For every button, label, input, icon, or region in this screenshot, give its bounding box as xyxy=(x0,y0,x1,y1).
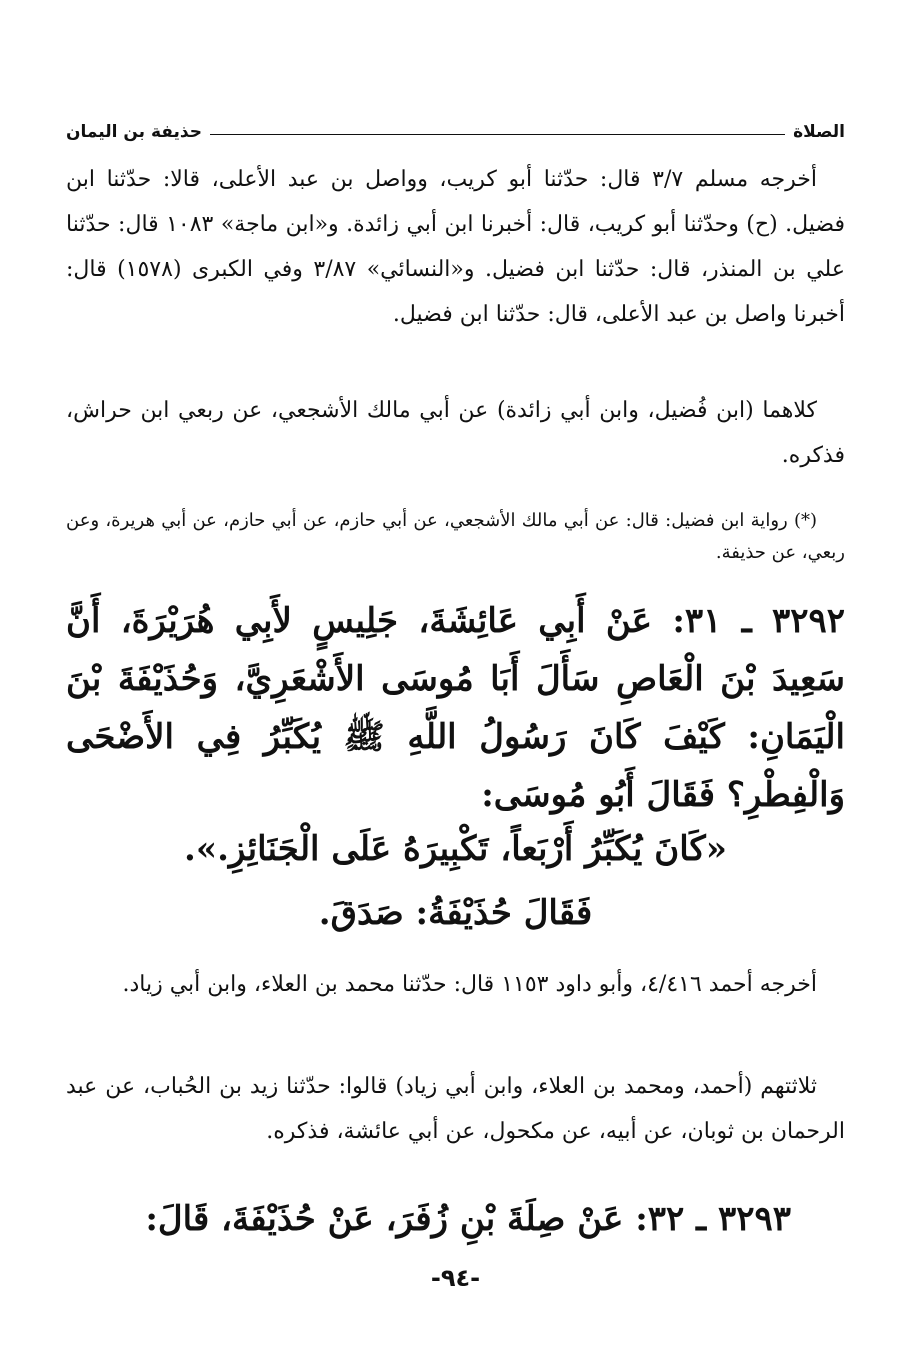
page-number: -٩٤- xyxy=(430,1264,481,1292)
footnote-note: (*) رواية ابن فضيل: قال: عن أبي مالك الأشجعي، عن أبي حازم، عن أبي حازم، عن أبي هريرة، وعن ربعي، عن حذيفة. xyxy=(66,510,845,563)
paragraph-takhrij-3: أخرجه أحمد ٤/٤١٦، وأبو داود ١١٥٣ قال: حدّثنا محمد بن العلاء، وابن أبي زياد. xyxy=(122,972,817,997)
paragraph-takhrij-4: ثلاثتهم (أحمد، ومحمد بن العلاء، وابن أبي زياد) قالوا: حدّثنا زيد بن الحُباب، عن عبد الرحمان بن ثوبان، عن أبيه، عن مكحول، عن أبي عائشة، فذكره. xyxy=(66,1074,845,1144)
header-section-title: حذيفة بن اليمان xyxy=(66,122,202,142)
header-rule xyxy=(210,134,785,135)
paragraph-takhrij-2: كلاهما (ابن فُضيل، وابن أبي زائدة) عن أبي مالك الأشجعي، عن ربعي ابن حراش، فذكره. xyxy=(66,398,845,468)
hadith-3292-text: ٣٢٩٢ ـ ٣١: عَنْ أَبِي عَائِشَةَ، جَلِيسٍ لأَبِي هُرَيْرَةَ، أَنَّ سَعِيدَ بْنَ الْعَاصِ سَأَلَ أَبَا مُوسَى الأَشْعَرِيَّ، وَحُذَيْفَةَ بْنَ الْيَمَانِ: كَيْفَ كَانَ رَسُولُ اللَّهِ ﷺ يُكَبِّرُ فِي الأَضْحَى وَالْفِطْرِ؟ فَقَالَ أَبُو مُوسَى: xyxy=(66,601,846,815)
header-chapter-title: الصلاة xyxy=(793,122,845,142)
hadith-3292-quote: «كَانَ يُكَبِّرُ أَرْبَعاً، تَكْبِيرَهُ عَلَى الْجَنَائِزِ.». xyxy=(183,829,727,869)
running-header xyxy=(66,112,845,142)
paragraph-takhrij-1: أخرجه مسلم ٣/٧ قال: حدّثنا أبو كريب، وواصل بن عبد الأعلى، قالا: حدّثنا ابن فضيل. (ح) وحدّثنا أبو كريب، قال: أخبرنا ابن أبي زائدة. و«ابن ماجة» ١٠٨٣ قال: حدّثنا علي بن المنذر، قال: حدّثنا ابن فضيل. و«النسائي» ٣/٨٧ وفي الكبرى (١٥٧٨) قال: أخبرنا واصل بن عبد الأعلى، قال: حدّثنا ابن فضيل. xyxy=(66,167,845,327)
hadith-3292-reply: فَقَالَ حُذَيْفَةُ: صَدَقَ. xyxy=(318,893,593,933)
hadith-3293-text: ٣٢٩٣ ـ ٣٢: عَنْ صِلَةَ بْنِ زُفَرَ، عَنْ حُذَيْفَةَ، قَالَ: xyxy=(145,1199,791,1239)
